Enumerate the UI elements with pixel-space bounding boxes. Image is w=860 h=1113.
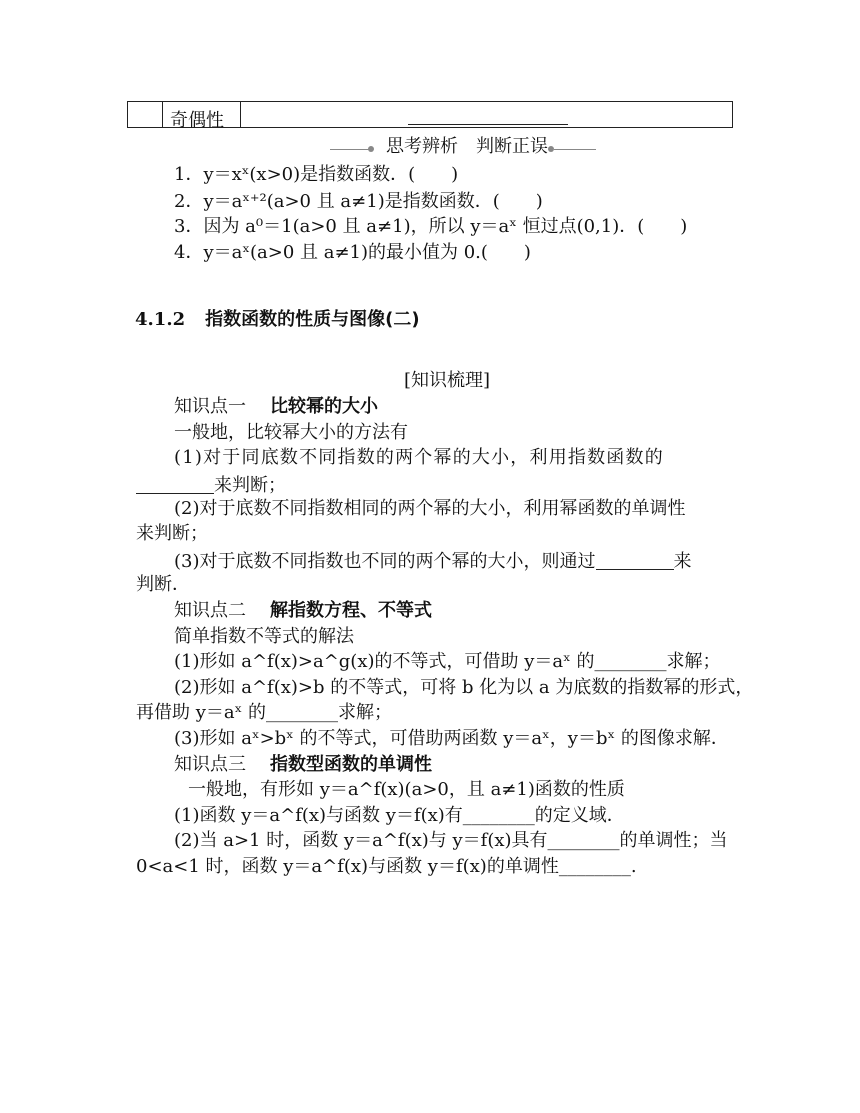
think-item-3: 3．因为 a⁰＝1(a>0 且 a≠1)，所以 y＝aˣ 恒过点(0,1)．( ): [174, 216, 688, 237]
k3-p2-line1: (2)当 a>1 时，函数 y＝a^f(x)与 y＝f(x)具有________的单调性；当: [174, 830, 728, 851]
section-title: 指数函数的性质与图像(二): [205, 309, 420, 330]
k1-p3-line2: 判断．: [136, 574, 190, 595]
answer-blank: [596, 551, 674, 570]
table-cell-empty: [128, 102, 163, 127]
think-item-1: 1．y＝xˣ(x>0)是指数函数．( ): [174, 164, 459, 185]
think-item-4: 4．y＝aˣ(a>0 且 a≠1)的最小值为 0.( ): [174, 242, 531, 263]
think-item-2: 2．y＝aˣ⁺²(a>0 且 a≠1)是指数函数．( ): [174, 191, 543, 212]
k2-p3: (3)形如 aˣ>bˣ 的不等式，可借助两函数 y＝aˣ，y＝bˣ 的图像求解．: [174, 728, 729, 749]
k3-p1: (1)函数 y＝a^f(x)与函数 y＝f(x)有________的定义域．: [174, 805, 625, 826]
k3-p2-line2: 0<a<1 时，函数 y＝a^f(x)与函数 y＝f(x)的单调性________.: [136, 856, 637, 877]
k1-p3-line1: [174, 551, 692, 571]
table-cell-label: [162, 102, 241, 131]
properties-table-row: [127, 101, 733, 131]
k1-intro: 一般地，比较幂大小的方法有: [174, 422, 408, 443]
k1-label: 知识点一: [174, 396, 246, 417]
k1-p1-tail: 来判断；: [214, 475, 286, 496]
title-decoration-right: [554, 149, 596, 150]
section-heading: [135, 311, 420, 329]
k1-p2-line2: 来判断；: [136, 523, 208, 544]
k3-heading: [174, 756, 432, 774]
k3-intro: 一般地，有形如 y＝a^f(x)(a>0，且 a≠1)函数的性质: [188, 779, 625, 800]
row-label-parity: 奇偶性: [170, 110, 224, 131]
k2-label: 知识点二: [174, 600, 246, 621]
title-decoration-left: [330, 149, 370, 150]
k3-label: 知识点三: [174, 754, 246, 775]
k2-p1: (1)形如 a^f(x)>a^g(x)的不等式，可借助 y＝aˣ 的________求解；: [174, 651, 721, 672]
k2-p2-line1: (2)形如 a^f(x)>b 的不等式，可将 b 化为以 a 为底数的指数幂的形式，: [174, 677, 754, 698]
k3-title: 指数型函数的单调性: [270, 754, 432, 775]
k1-p1-line2: [136, 475, 286, 495]
k2-intro: 简单指数不等式的解法: [174, 626, 354, 647]
k2-heading: [174, 602, 432, 620]
k1-p3-tail: 来: [673, 551, 692, 572]
section-number: 4.1.2: [135, 309, 186, 330]
k1-p3-text: (3)对于底数不同指数也不同的两个幂的大小，则通过: [174, 551, 596, 572]
k1-title: 比较幂的大小: [270, 396, 378, 417]
title-decoration-dot-left: [368, 146, 374, 152]
k2-p2-line2: 再借助 y＝aˣ 的________求解；: [136, 702, 392, 723]
k1-p2-line1: (2)对于底数不同指数相同的两个幂的大小，利用幂函数的单调性: [174, 498, 686, 519]
k2-title: 解指数方程、不等式: [270, 600, 432, 621]
answer-blank: [408, 124, 568, 125]
k1-p1-line1: (1)对于同底数不同指数的两个幂的大小，利用指数函数的: [174, 447, 664, 468]
k1-heading: [174, 398, 378, 416]
answer-blank: [136, 475, 214, 494]
think-judge-title: 思考辨析 判断正误: [386, 136, 548, 157]
knowledge-heading: [知识梳理]: [404, 370, 491, 391]
